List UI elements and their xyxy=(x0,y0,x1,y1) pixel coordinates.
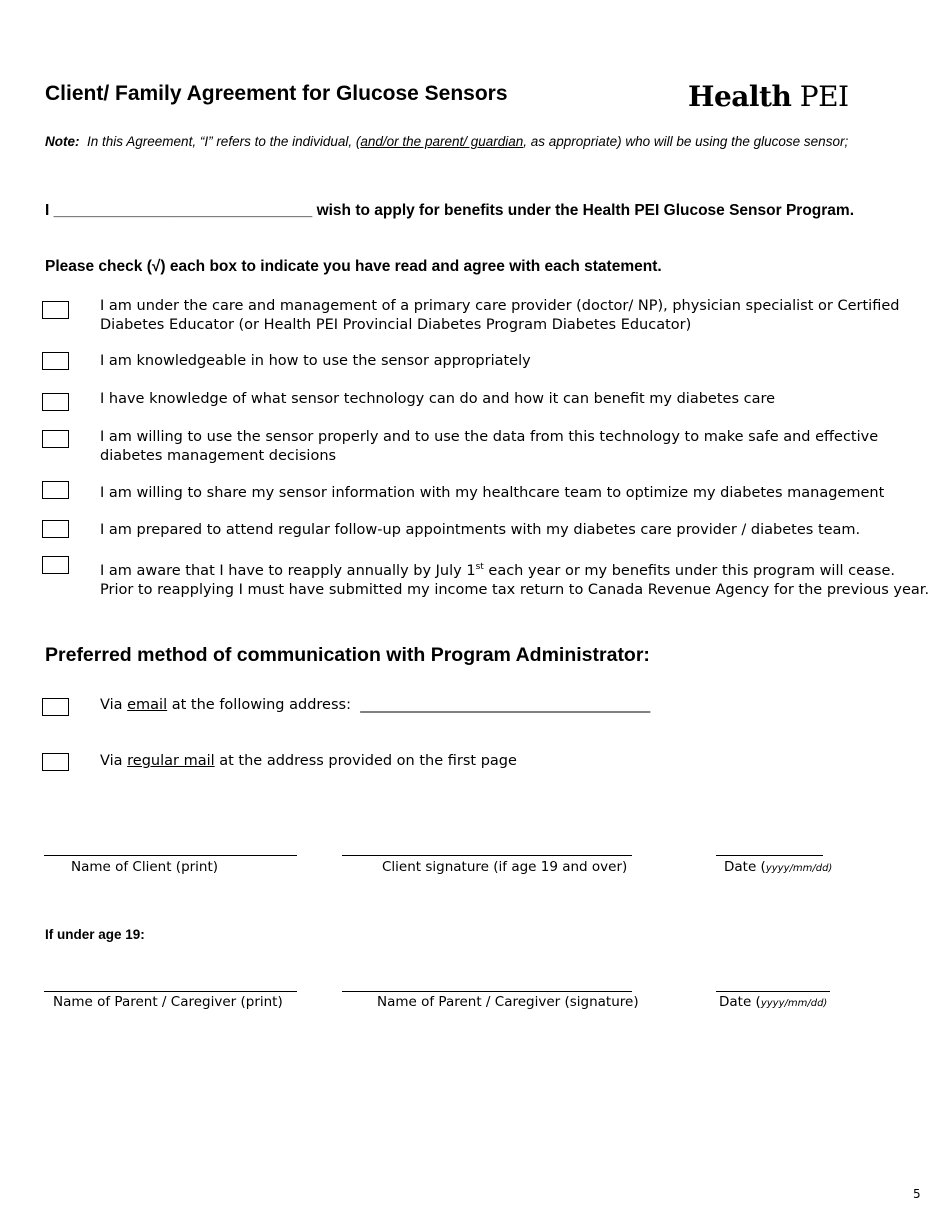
mail-option xyxy=(100,752,930,771)
page-number: 5 xyxy=(913,1187,921,1201)
communication-heading: Preferred method of communication with Program Administrator: xyxy=(45,644,650,666)
statement-2: I am knowledgeable in how to use the sensor appropriately xyxy=(100,353,531,369)
statement-7-before: I am aware that I have to reapply annually by July 1 xyxy=(100,562,476,579)
statement-7 xyxy=(100,558,930,600)
parent-signature-line[interactable] xyxy=(342,991,632,992)
email-underlined: email xyxy=(127,697,168,713)
check-instruction: Please check (√) each box to indicate you have read and agree with each statement. xyxy=(45,258,662,275)
parent-date-line[interactable] xyxy=(716,991,830,992)
under-19-label: If under age 19: xyxy=(45,927,145,942)
statement-checkbox-2[interactable] xyxy=(42,352,69,370)
note-underlined: and/or the parent/ guardian xyxy=(360,134,524,149)
statement-1: I am under the care and management of a primary care provider (doctor/ NP), physician specialist or Certified Diabetes Educator (or Health PEI Provincial Diabetes Program Diabetes Educator) xyxy=(100,298,900,333)
statement-7-sup: st xyxy=(475,562,484,572)
statement-checkbox-5[interactable] xyxy=(42,481,69,499)
applicant-name-blank[interactable]: ______________________________ xyxy=(53,202,313,219)
agreement-note xyxy=(45,134,848,149)
mail-after: at the address provided on the first page xyxy=(214,753,517,769)
statement-4: I am willing to use the sensor properly and to use the data from this technology to make safe and effective diabetes management decisions xyxy=(100,429,879,464)
client-name-line[interactable] xyxy=(44,855,297,856)
logo-word-health: Health xyxy=(688,80,792,113)
parent-signature-label: Name of Parent / Caregiver (signature) xyxy=(377,994,639,1010)
statement-checkbox-3[interactable] xyxy=(42,393,69,411)
mail-before: Via xyxy=(100,753,128,769)
statement-checkbox-7[interactable] xyxy=(42,556,69,574)
parent-name-line[interactable] xyxy=(44,991,297,992)
statement-5: I am willing to share my sensor information with my healthcare team to optimize my diabetes management xyxy=(100,485,885,501)
statement-7-after: each year or my benefits under this program will cease. Prior to reapplying I must have submitted my income tax return to Canada Revenue Agency for the previous year. xyxy=(100,562,930,598)
logo-word-pei: PEI xyxy=(799,80,849,113)
statement-checkbox-4[interactable] xyxy=(42,430,69,448)
statement-6: I am prepared to attend regular follow-up appointments with my diabetes care provider / diabetes team. xyxy=(100,522,861,538)
mail-underlined: regular mail xyxy=(127,753,215,769)
health-pei-logo xyxy=(688,80,849,113)
email-option xyxy=(100,696,930,715)
parent-date-label xyxy=(719,994,827,1010)
email-checkbox[interactable] xyxy=(42,698,69,716)
parent-date-label-text: Date ( xyxy=(719,994,761,1010)
client-signature-label: Client signature (if age 19 and over) xyxy=(382,859,628,875)
note-label: Note: xyxy=(45,134,80,149)
parent-name-label: Name of Parent / Caregiver (print) xyxy=(53,994,283,1010)
statement-checkbox-1[interactable] xyxy=(42,301,69,319)
note-text-before: In this Agreement, “I” refers to the individual, ( xyxy=(87,134,361,149)
note-text-after: , as appropriate) who will be using the glucose sensor; xyxy=(523,134,849,149)
apply-suffix: wish to apply for benefits under the Health PEI Glucose Sensor Program. xyxy=(316,202,854,219)
apply-statement xyxy=(45,202,854,220)
client-name-label: Name of Client (print) xyxy=(71,859,219,875)
email-address-blank[interactable]: ________________________________________ xyxy=(360,697,651,713)
client-date-label xyxy=(724,859,832,875)
client-date-line[interactable] xyxy=(716,855,823,856)
parent-date-format: yyyy/mm/dd) xyxy=(760,998,828,1009)
mail-checkbox[interactable] xyxy=(42,753,69,771)
client-date-format: yyyy/mm/dd) xyxy=(765,863,833,874)
client-signature-line[interactable] xyxy=(342,855,632,856)
client-date-label-text: Date ( xyxy=(724,859,766,875)
apply-prefix: I xyxy=(45,202,50,219)
email-after: at the following address: xyxy=(167,697,351,713)
statement-3: I have knowledge of what sensor technology can do and how it can benefit my diabetes care xyxy=(100,391,776,407)
email-before: Via xyxy=(100,697,128,713)
page-title: Client/ Family Agreement for Glucose Sensors xyxy=(45,82,508,105)
statement-checkbox-6[interactable] xyxy=(42,520,69,538)
